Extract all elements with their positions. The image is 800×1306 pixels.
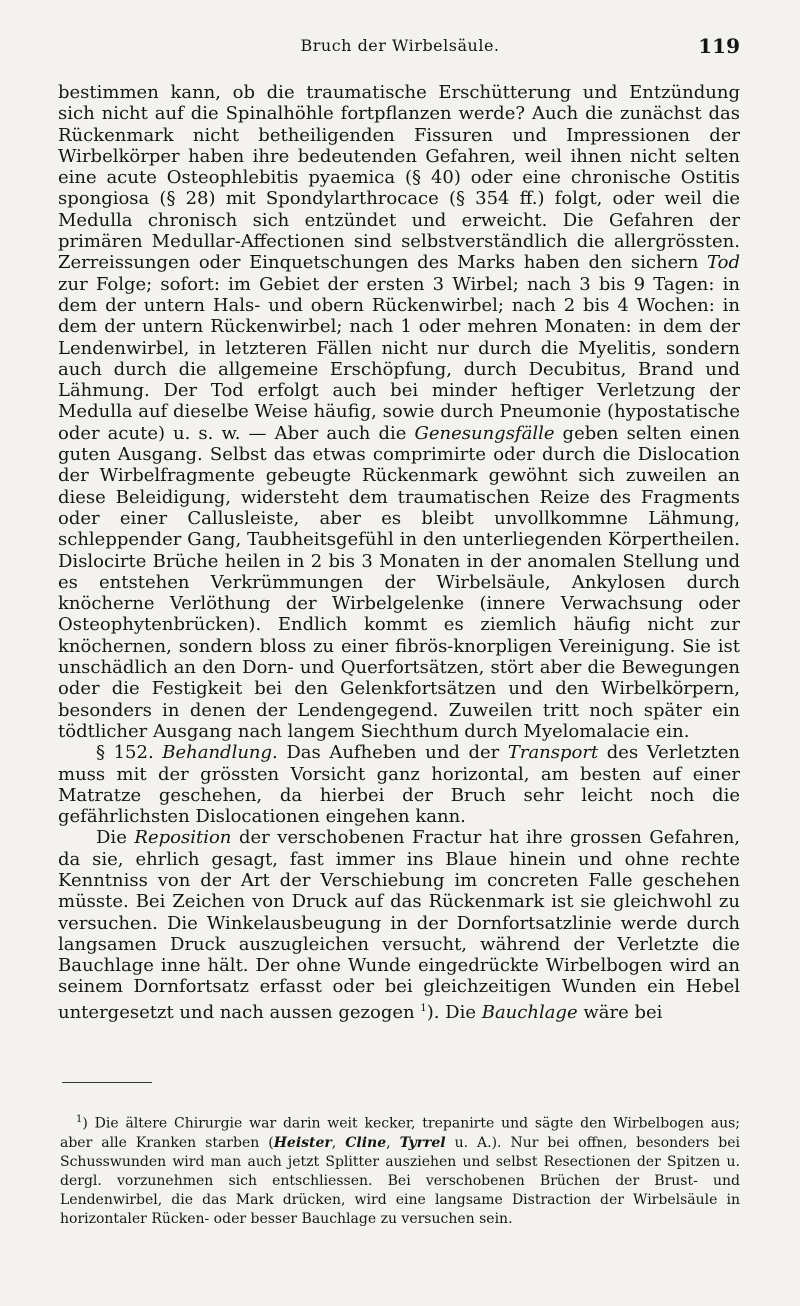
- term-behandlung: Behandlung.: [162, 742, 278, 764]
- footnote-text: $^1$) Die ältere Chirurgie war darin weit kecker, trepanirte und sägte den Wirbelbogen aus; aber alle Kranken starben (Heister, Cline, Tyrrel u. A.). Nur bei offnen, besonders bei Schusswunden wird man auch jetzt Splitter ausziehen und selbst Resectionen der Spitzen u. dergl. vorzunehmen sich entschliessen. Bei verschobenen Brüchen der Brust- und Lendenwirbel, die das Mark drücken, wird eine langsame Distraction der Wirbelsäule in horizontaler Rücken- oder besser Bauchlage zu versuchen sein.: [60, 1114, 740, 1227]
- name-tyrrel: Tyrrel: [399, 1134, 446, 1151]
- running-title: Bruch der Wirbelsäule.: [300, 36, 500, 55]
- page-number: 119: [698, 34, 740, 58]
- term-bauchlage: Bauchlage: [481, 1001, 578, 1023]
- footnote-marker: 1: [76, 1114, 83, 1125]
- paragraph-reposition: Die Reposition der verschobenen Fractur hat ihre grossen Gefahren, da sie, ehrlich gesagt, fast immer ins Blaue hinein und ohne rechte Kenntniss von der Art der Verschiebung im concreten Falle geschehen müsste. Bei Zeichen von Druck auf das Rückenmark ist sie gleichwohl zu versuchen. Die Winkelausbeugung in der Dornfortsatzlinie werde durch langsamen Druck auszugleichen versucht, während der Verletzte die Bauchlage inne hält. Der ohne Wunde eingedrückte Wirbelbogen wird an seinem Dornfortsatz erfasst oder bei gleichzeitigen Wunden ein Hebel untergesetzt und nach aussen gezogen $^1$). Die Bauchlage wäre bei: [58, 827, 741, 1023]
- term-transport: Transport: [507, 742, 599, 764]
- name-cline: Cline: [345, 1134, 387, 1151]
- term-tod: Tod: [707, 252, 740, 274]
- paragraph-section-152: § 152. Behandlung. Das Aufheben und der Transport des Verletzten muss mit der grössten Vorsicht ganz horizontal, am besten auf einer Matratze geschehen, da hierbei der Bruch sehr leicht noch die gefährlichsten Dislocationen eingehen kann.: [58, 742, 740, 828]
- paragraph-prognosis: bestimmen kann, ob die traumatische Erschütterung und Entzündung sich nicht auf die Spinalhöhle fortpflanzen werde? Auch die zunächst das Rückenmark nicht betheiligenden Fissuren und Impressionen der Wirbelkörper haben ihre bedeutenden Gefahren, weil ihnen nicht selten eine acute Osteophlebitis pyaemica (§ 40) oder eine chronische Ostitis spongiosa (§ 28) mit Spondylarthrocace (§ 354 ff.) folgt, oder weil die Medulla chronisch sich entzündet und erweicht. Die Gefahren der primären Medullar-Affectionen sind selbstverständlich die allergrössten. Zerreissungen oder Einquetschungen des Marks haben den sichern Tod zur Folge; sofort: im Gebiet der ersten 3 Wirbel; nach 3 bis 9 Tagen: in dem der untern Hals- und obern Rückenwirbel; nach 2 bis 4 Wochen: in dem der untern Rückenwirbel; nach 1 oder mehren Monaten: in dem der Lendenwirbel, in letzteren Fällen nicht nur durch die Myelitis, sondern auch durch die allgemeine Erschöpfung, durch Decubitus, Brand und Lähmung. Der Tod erfolgt auch bei minder heftiger Verletzung der Medulla auf dieselbe Weise häufig, sowie durch Pneumonie (hypostatische oder acute) u. s. w. — Aber auch die Genesungsfälle geben selten einen guten Ausgang. Selbst das etwas comprimirte oder durch die Dislocation der Wirbelfragmente gebeugte Rückenmark gewöhnt sich zuweilen an diese Beleidigung, widersteht dem traumatischen Reize des Fragments oder einer Callusleiste, aber es bleibt unvollkommne Lähmung, schleppender Gang, Taubheitsgefühl in den unterliegenden Körpertheilen. Dislocirte Brüche heilen in 2 bis 3 Monaten in der anomalen Stellung und es entstehen Verkrümmungen der Wirbelsäule, Ankylosen durch knöcherne Verlöthung der Wirbelgelenke (innere Verwachsung oder Osteophytenbrücken). Endlich kommt es ziemlich häufig nicht zur knöchernen, sondern bloss zu einer fibrös-knorpligen Vereinigung. Sie ist unschädlich an den Dorn- und Querfortsätzen, stört aber die Bewegungen oder die Festigkeit bei den Gelenkfortsätzen und den Wirbelkörpern, besonders in denen der Lendengegend. Zuweilen tritt noch später ein tödtlicher Ausgang nach langem Siechthum durch Myelomalacie ein.: [58, 82, 740, 742]
- term-genesungsfaelle: Genesungsfälle: [414, 422, 555, 444]
- page-header: [60, 36, 740, 66]
- body-text: [58, 82, 740, 1023]
- term-reposition: Reposition: [134, 827, 232, 849]
- footnote-reference[interactable]: 1: [420, 1002, 427, 1014]
- footnote-separator: [62, 1082, 152, 1083]
- name-heister: Heister: [273, 1134, 332, 1151]
- footnote: [60, 1110, 740, 1229]
